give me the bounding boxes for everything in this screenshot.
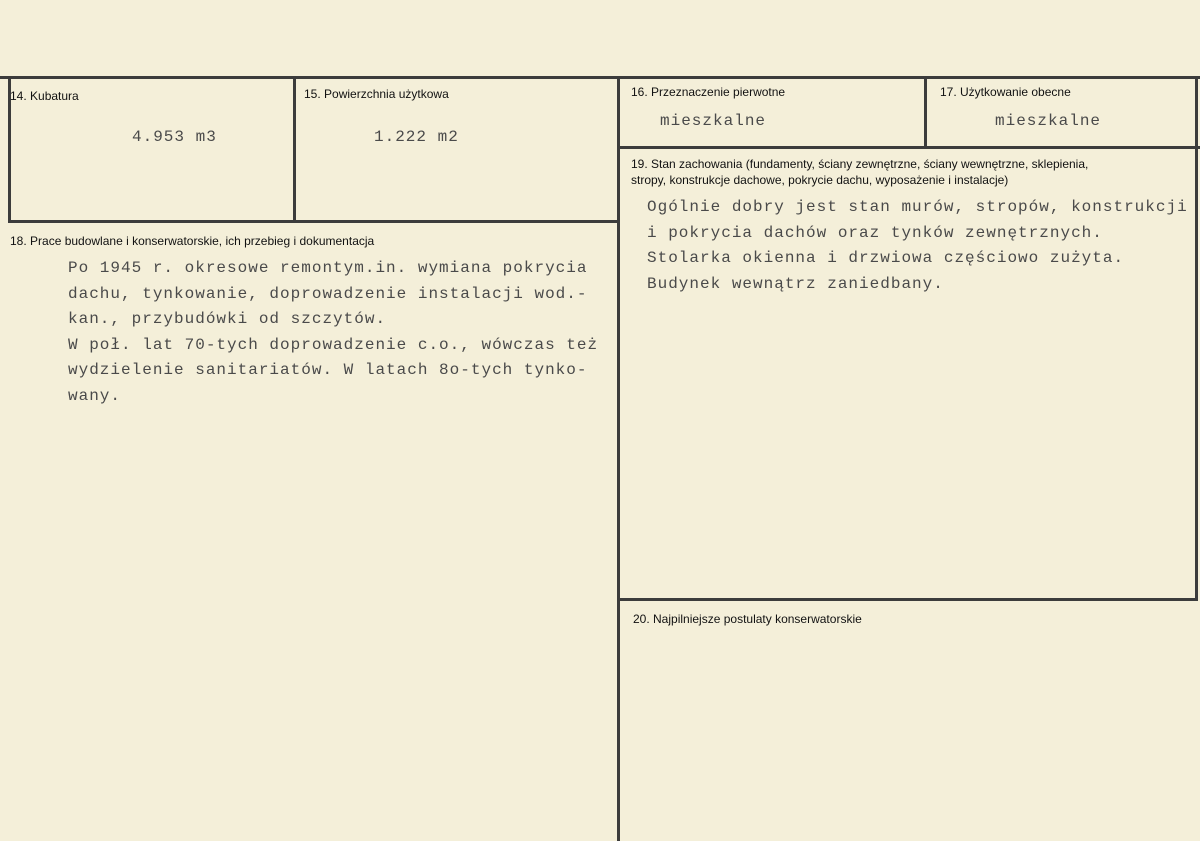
stan-line: Budynek wewnątrz zaniedbany. [647, 274, 944, 293]
prace-line: wany. [68, 386, 122, 405]
postulaty-label: 20. Najpilniejsze postulaty konserwatorskie [633, 612, 862, 626]
prace-line: dachu, tynkowanie, doprowadzenie instalacji wod.- [68, 284, 588, 303]
przeznaczenie-label: 16. Przeznaczenie pierwotne [631, 85, 786, 99]
top-border-line [0, 76, 1200, 79]
kubatura-value: 4.953 m3 [132, 128, 217, 146]
col-divider-16-17 [924, 76, 927, 148]
row-divider-right-lower [619, 598, 1198, 601]
right-edge-line [1195, 76, 1198, 601]
stan-label-line2: stropy, konstrukcje dachowe, pokrycie dachu, wyposażenie i instalacje) [631, 173, 1009, 187]
col-divider-14-15 [293, 76, 296, 223]
row-divider-right-upper [619, 146, 1200, 149]
uzytkowanie-label: 17. Użytkowanie obecne [940, 85, 1071, 99]
powierzchnia-value: 1.222 m2 [374, 128, 459, 146]
prace-line: wydzielenie sanitariatów. W latach 8o-tych tynko- [68, 361, 588, 379]
stan-text [647, 195, 1188, 297]
uzytkowanie-value: mieszkalne [995, 112, 1102, 130]
przeznaczenie-value: mieszkalne [660, 112, 767, 130]
prace-text [68, 256, 598, 409]
prace-line: W poł. lat 70-tych doprowadzenie c.o., wówczas też [68, 335, 599, 354]
stan-line: i pokrycia dachów oraz tynków zewnętrznych. [647, 223, 1103, 242]
powierzchnia-label: 15. Powierzchnia użytkowa [304, 87, 449, 101]
row-divider-left [8, 220, 619, 223]
stan-line: Stolarka okienna i drzwiowa częściowo zużyta. [647, 249, 1125, 267]
stan-line: Ogólnie dobry jest stan murów, stropów, konstrukcji [647, 198, 1188, 216]
col-divider-center [617, 76, 620, 841]
stan-label-line1: 19. Stan zachowania (fundamenty, ściany zewnętrzne, ściany wewnętrzne, sklepienia, [631, 157, 1089, 171]
kubatura-label: 14. Kubatura [10, 89, 79, 103]
prace-line: kan., przybudówki od szczytów. [68, 310, 387, 328]
prace-label: 18. Prace budowlane i konserwatorskie, ich przebieg i dokumentacja [10, 234, 375, 248]
prace-line: Po 1945 r. okresowe remontym.in. wymiana pokrycia [68, 259, 588, 277]
